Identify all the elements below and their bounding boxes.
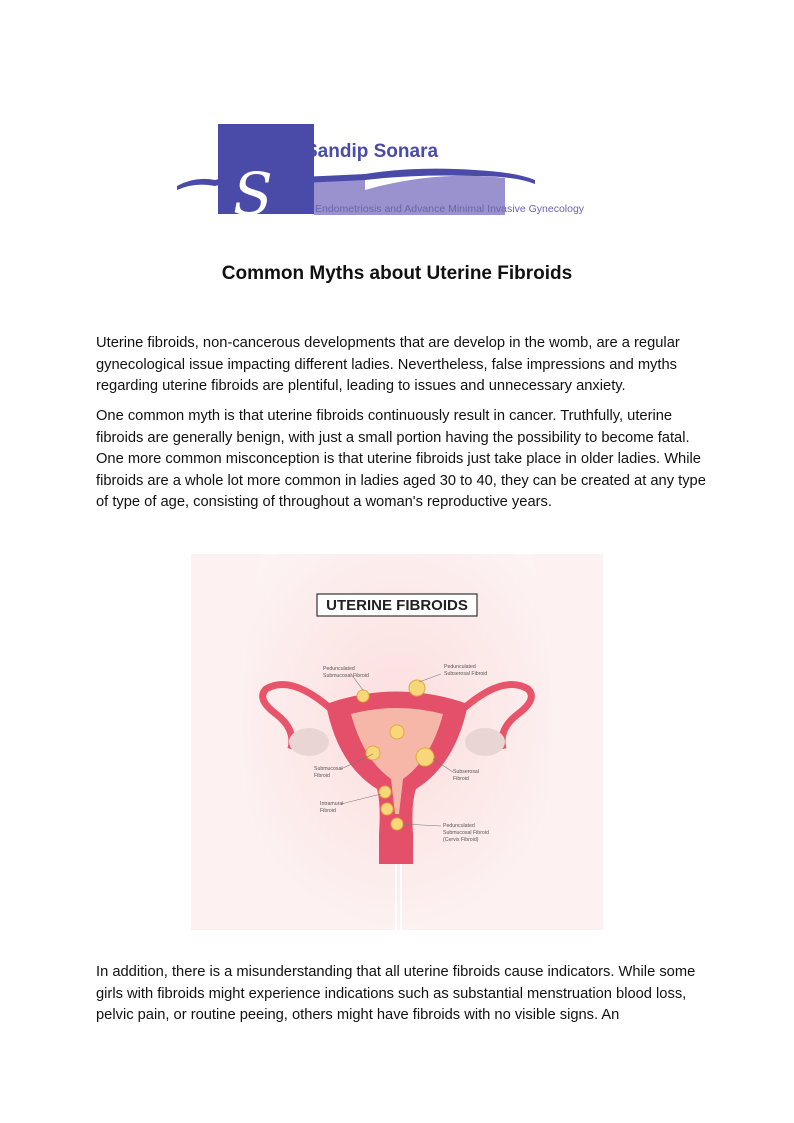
logo-monogram: S xyxy=(233,160,273,220)
page-title: Common Myths about Uterine Fibroids xyxy=(221,263,573,284)
illustration-title: UTERINE FIBROIDS xyxy=(326,597,468,614)
label-intramural: Intramural Fibroid xyxy=(320,801,344,814)
label-submucosal: Submucosal Fibroid xyxy=(314,766,343,779)
label-subserosal: Subserosal Fibroid xyxy=(453,769,479,782)
paragraph-intro: Uterine fibroids, non-cancerous developments that are develop in the womb, are a regular gynecological issue impacting different ladies. Nevertheless, false impressions and myths regarding uterine fibroids are plentiful, leading to issues and unnecessary anxiety. xyxy=(96,335,680,394)
logo-tagline: Endometriosis and Advance Minimal Invasive Gynecology xyxy=(315,203,585,215)
logo-name: Sandip Sonara xyxy=(305,141,439,162)
clinic-logo xyxy=(175,120,615,220)
label-cervix-fibroid: Pedunculated Submucosal Fibroid (Cervix Fibroid) xyxy=(443,823,489,843)
logo-prefix: DR. xyxy=(270,141,303,162)
label-pedunculated-subserosal: Pedunculated Subserosal Fibroid xyxy=(444,664,488,677)
left-ovary xyxy=(289,728,329,756)
uterine-fibroids-illustration xyxy=(191,554,603,930)
label-pedunculated-submucosal: Pedunculated Submucosal Fibroid xyxy=(323,666,369,679)
paragraph-symptoms: In addition, there is a misunderstanding that all uterine fibroids cause indicators. While some girls with fibroids might experience indications such as substantial menstruation blood loss, pelvic pain, or routine peeing, others might have fibroids with no visible signs. An xyxy=(96,964,696,1023)
right-ovary xyxy=(465,728,505,756)
paragraph-myths: One common myth is that uterine fibroids continuously result in cancer. Truthfully, uterine fibroids are generally benign, with just a small portion having the possibility to become fatal. One more common misconception is that uterine fibroids just take place in older ladies. While fibroids are a whole lot more common in ladies aged 30 to 40, they can be created at any type of type of age, consisting of throughout a woman's reproductive years. xyxy=(96,408,706,510)
